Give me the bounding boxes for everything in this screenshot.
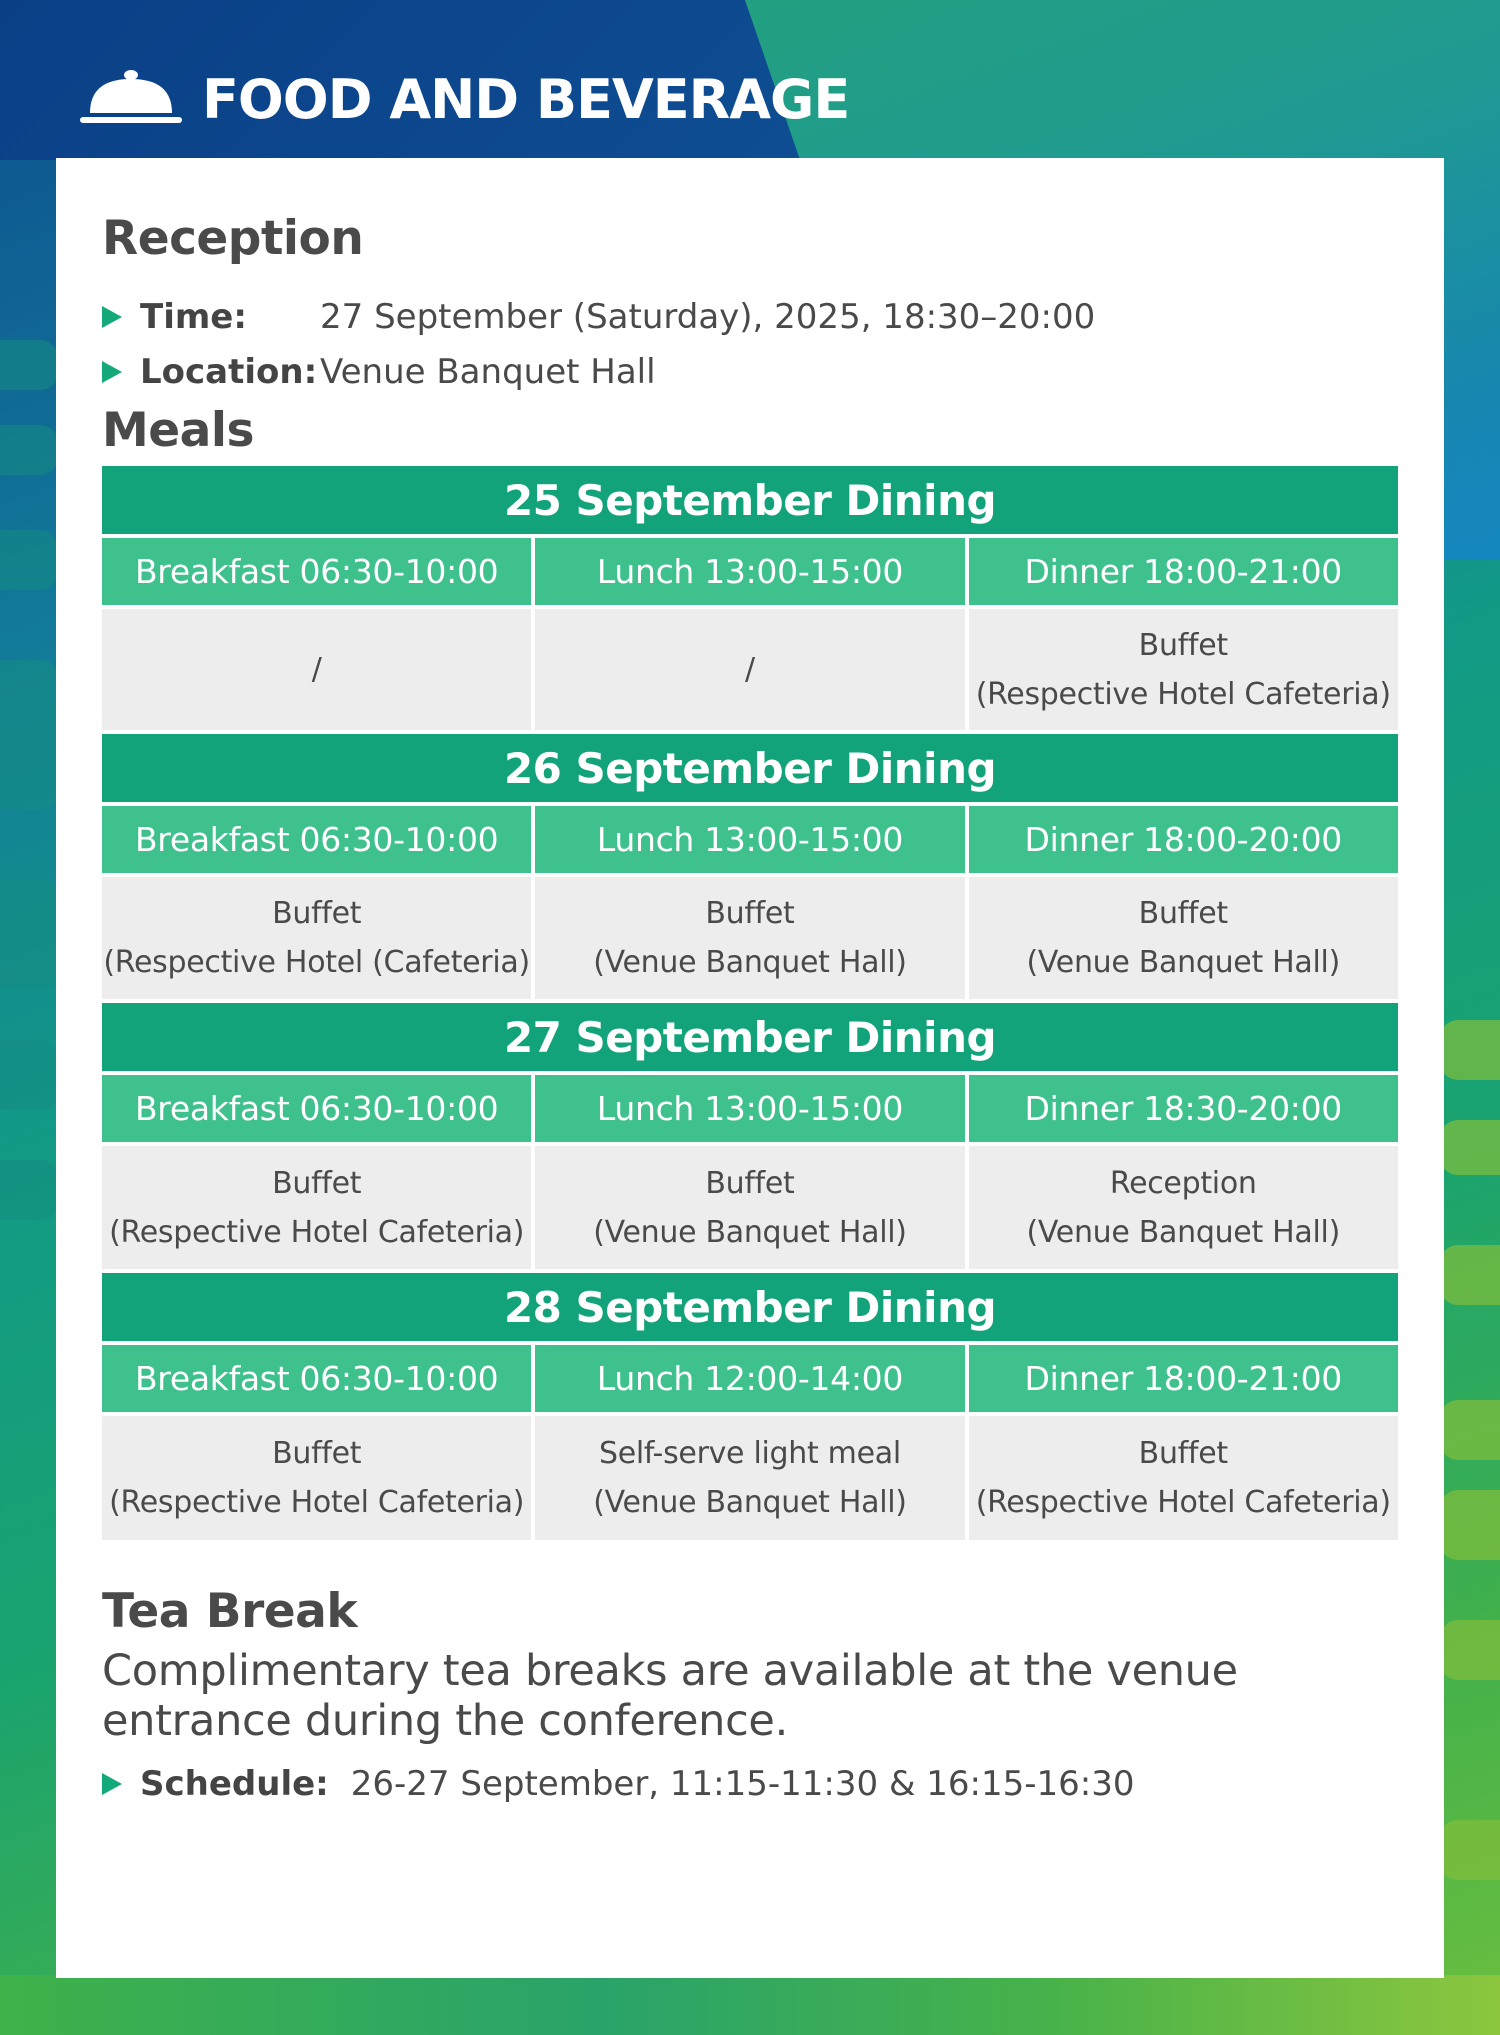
breakfast-head: Breakfast 06:30-10:00 (102, 806, 531, 873)
breakfast-cell (102, 877, 531, 999)
day-block-28 (102, 1273, 1398, 1540)
bullet-triangle-icon (102, 306, 122, 328)
reception-location-row (102, 352, 656, 392)
lunch-head: Lunch 12:00-14:00 (535, 1345, 964, 1412)
cell-line-1: Buffet (272, 1436, 362, 1471)
lunch-cell (535, 877, 964, 999)
location-label: Location: (140, 352, 318, 392)
day-block-27 (102, 1003, 1398, 1269)
lunch-cell (535, 1416, 964, 1540)
meals-title: Meals (102, 403, 254, 458)
lunch-head: Lunch 13:00-15:00 (535, 1075, 964, 1142)
bullet-triangle-icon (102, 361, 122, 383)
bullet-triangle-icon (102, 1773, 122, 1795)
cell-line-1: Buffet (1138, 896, 1228, 931)
breakfast-head: Breakfast 06:30-10:00 (102, 538, 531, 605)
meal-head-row (102, 538, 1398, 605)
tea-break-title: Tea Break (102, 1584, 358, 1639)
background-bottom-band (0, 1975, 1500, 2035)
cloche-icon (80, 69, 182, 131)
cell-line-1: Buffet (705, 1165, 795, 1201)
meal-head-row (102, 1075, 1398, 1142)
cell-line-1: Self-serve light meal (599, 1436, 901, 1471)
cell-line-2: (Venue Banquet Hall) (593, 945, 907, 980)
schedule-label: Schedule: (140, 1764, 329, 1804)
cell-line-2: (Venue Banquet Hall) (1026, 945, 1340, 980)
breakfast-head: Breakfast 06:30-10:00 (102, 1345, 531, 1412)
content-card (56, 158, 1444, 1978)
cell-line-1: Buffet (1138, 627, 1228, 663)
background-right-stripes (1440, 1020, 1500, 2020)
lunch-cell (535, 609, 964, 730)
cell-line-1: Buffet (272, 896, 362, 931)
breakfast-cell (102, 1146, 531, 1269)
day-header: 25 September Dining (102, 466, 1398, 534)
day-header: 26 September Dining (102, 734, 1398, 802)
dinner-head: Dinner 18:00-21:00 (969, 1345, 1398, 1412)
lunch-head: Lunch 13:00-15:00 (535, 538, 964, 605)
meals-table (102, 466, 1398, 1544)
cell-line-1: Reception (1109, 1165, 1257, 1201)
page-title: FOOD AND BEVERAGE (202, 68, 850, 131)
dinner-cell (969, 1146, 1398, 1269)
time-label: Time: (140, 297, 247, 337)
day-block-26 (102, 734, 1398, 999)
dinner-cell (969, 609, 1398, 730)
meal-cell-row (102, 609, 1398, 730)
cell-line-2: (Respective Hotel (Cafeteria) (103, 945, 530, 980)
meal-cell-row (102, 1416, 1398, 1540)
time-value: 27 September (Saturday), 2025, 18:30–20:00 (320, 297, 1096, 337)
breakfast-cell (102, 1416, 531, 1540)
cell-line-1: Buffet (1138, 1436, 1228, 1471)
cell-line-1: / (745, 652, 755, 687)
dinner-head: Dinner 18:00-21:00 (969, 538, 1398, 605)
page-header (80, 60, 849, 140)
location-value: Venue Banquet Hall (320, 352, 656, 392)
day-block-25 (102, 466, 1398, 730)
meal-head-row (102, 1345, 1398, 1412)
reception-time-row (102, 297, 1096, 337)
cell-line-2: (Respective Hotel Cafeteria) (975, 1485, 1391, 1520)
cell-line-2: (Respective Hotel Cafeteria) (975, 676, 1391, 712)
day-header: 27 September Dining (102, 1003, 1398, 1071)
meal-cell-row (102, 1146, 1398, 1269)
breakfast-cell (102, 609, 531, 730)
meal-cell-row (102, 877, 1398, 999)
tea-schedule-row (102, 1764, 1135, 1804)
dinner-head: Dinner 18:00-20:00 (969, 806, 1398, 873)
cell-line-2: (Respective Hotel Cafeteria) (109, 1214, 525, 1250)
reception-title: Reception (102, 211, 364, 266)
cell-line-2: (Venue Banquet Hall) (593, 1214, 907, 1250)
dinner-head: Dinner 18:30-20:00 (969, 1075, 1398, 1142)
schedule-value: 26-27 September, 11:15-11:30 & 16:15-16:30 (350, 1764, 1135, 1804)
cell-line-2: (Venue Banquet Hall) (593, 1485, 907, 1520)
cell-line-1: Buffet (272, 1165, 362, 1201)
background-left-stripes (0, 340, 58, 1240)
cell-line-1: Buffet (705, 896, 795, 931)
dinner-cell (969, 877, 1398, 999)
day-header: 28 September Dining (102, 1273, 1398, 1341)
cell-line-2: (Respective Hotel Cafeteria) (109, 1485, 525, 1520)
breakfast-head: Breakfast 06:30-10:00 (102, 1075, 531, 1142)
lunch-head: Lunch 13:00-15:00 (535, 806, 964, 873)
cell-line-1: / (311, 652, 322, 687)
dinner-cell (969, 1416, 1398, 1540)
meal-head-row (102, 806, 1398, 873)
lunch-cell (535, 1146, 964, 1269)
tea-break-description: Complimentary tea breaks are available at the venue entrance during the conference. (102, 1646, 1238, 1746)
cell-line-2: (Venue Banquet Hall) (1026, 1214, 1340, 1250)
